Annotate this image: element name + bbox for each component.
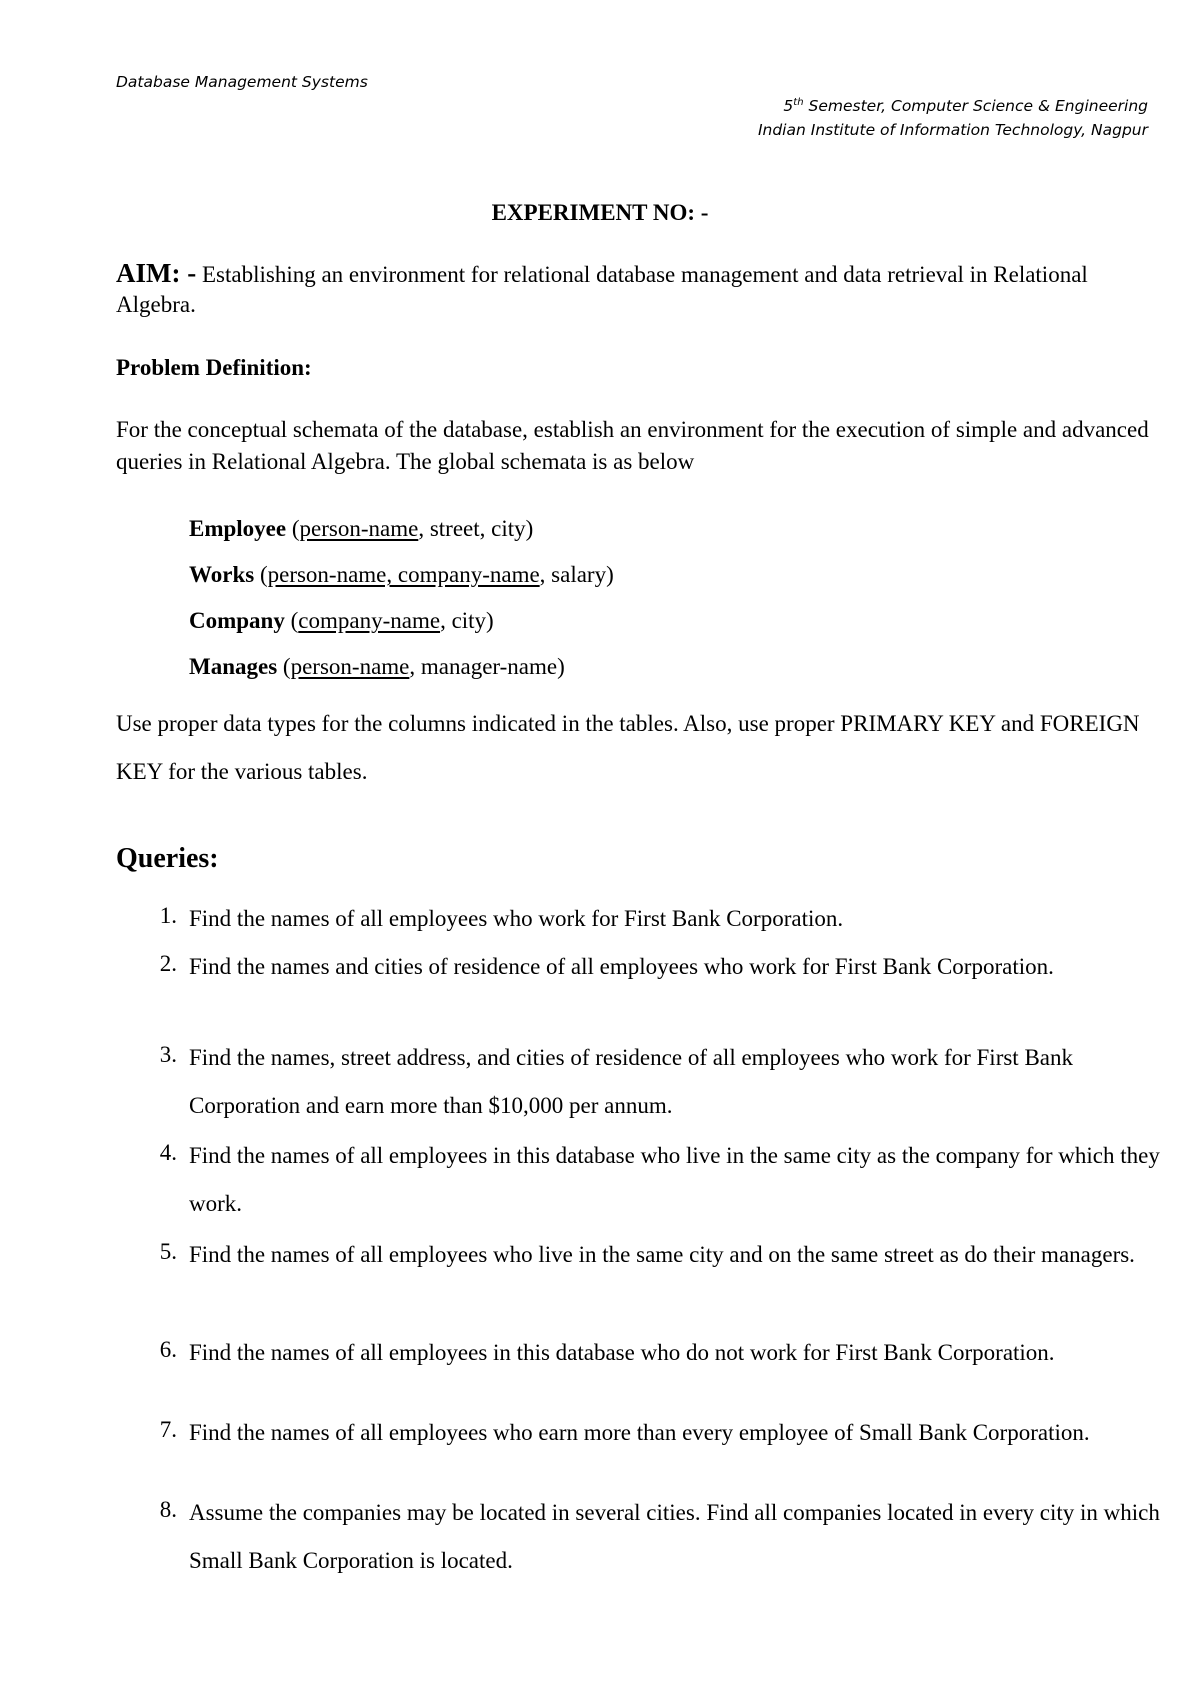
query-text: Find the names, street address, and cities of residence of all employees who work for First Bank Corporation and earn more than $10,000 per annum. <box>189 1045 1073 1118</box>
list-number-wrap <box>116 1042 189 1130</box>
schema-keys: person-name <box>299 516 419 541</box>
header-semester <box>783 97 1148 115</box>
header-institute: Indian Institute of Information Technology, Nagpur <box>757 121 1148 139</box>
semester-number: 5 <box>783 97 794 115</box>
schema-keys: company-name <box>298 608 441 633</box>
semester-suffix: th <box>793 96 804 108</box>
list-number-wrap <box>116 1497 189 1585</box>
query-text: Assume the companies may be located in several cities. Find all companies located in every city in which Small Bank Corporation is located. <box>189 1500 1160 1573</box>
list-number-wrap <box>116 1140 189 1228</box>
schema-open: ( <box>277 654 291 679</box>
schema-company <box>189 608 494 634</box>
schema-rest: , city) <box>440 608 494 633</box>
query-text: Find the names of all employees who earn more than every employee of Small Bank Corporation. <box>189 1420 1090 1445</box>
schema-keys: person-name <box>290 654 410 679</box>
header-course: Database Management Systems <box>116 73 368 91</box>
list-number-wrap <box>116 903 189 935</box>
problem-definition-text: For the conceptual schemata of the database, establish an environment for the execution of simple and advanced queries in Relational Algebra. The global schemata is as below <box>116 417 1149 474</box>
list-number-wrap <box>116 1239 189 1279</box>
list-number: 1. <box>159 903 177 928</box>
schema-name: Company <box>189 608 285 633</box>
schema-open: ( <box>286 516 300 541</box>
list-item <box>116 1042 1176 1130</box>
list-item <box>116 1140 1176 1228</box>
query-text: Find the names of all employees who live in the same city and on the same street as do their managers. <box>189 1242 1135 1267</box>
aim-paragraph <box>116 258 1161 320</box>
list-number: 2. <box>159 951 177 976</box>
list-number: 5. <box>159 1239 177 1264</box>
query-text: Find the names of all employees who work for First Bank Corporation. <box>189 906 844 931</box>
schema-employee <box>189 516 533 542</box>
schema-name: Employee <box>189 516 287 541</box>
aim-text: Establishing an environment for relational database management and data retrieval in Relational Algebra. <box>116 262 1088 317</box>
problem-definition-heading: Problem Definition: <box>116 355 312 380</box>
query-text: Find the names of all employees in this database who live in the same city as the company for which they work. <box>189 1143 1160 1216</box>
schema-name: Works <box>189 562 255 587</box>
list-number: 8. <box>159 1497 177 1522</box>
list-number-wrap <box>116 1337 189 1369</box>
list-item <box>116 951 1176 983</box>
list-number: 6. <box>159 1337 177 1362</box>
schema-rest: , salary) <box>539 562 614 587</box>
list-item <box>116 903 1176 935</box>
list-number: 7. <box>159 1417 177 1442</box>
constraints-note: Use proper data types for the columns indicated in the tables. Also, use proper PRIMARY KEY and FOREIGN KEY for the various tables. <box>116 711 1140 784</box>
aim-label: AIM: - <box>116 258 197 288</box>
schema-rest: , manager-name) <box>409 654 565 679</box>
list-number-wrap <box>116 951 189 983</box>
list-number: 4. <box>159 1140 177 1165</box>
schema-name: Manages <box>189 654 278 679</box>
list-number-wrap <box>116 1417 189 1449</box>
list-item <box>116 1239 1176 1279</box>
schema-keys: person-name, company-name <box>267 562 540 587</box>
list-number: 3. <box>159 1042 177 1067</box>
list-item <box>116 1417 1176 1449</box>
list-item <box>116 1337 1176 1369</box>
experiment-title: EXPERIMENT NO: - <box>491 200 709 225</box>
queries-heading: Queries: <box>116 843 219 874</box>
schema-open: ( <box>284 608 299 633</box>
schema-rest: , street, city) <box>418 516 534 541</box>
semester-text: Semester, Computer Science & Engineering <box>803 97 1148 115</box>
schema-works <box>189 562 614 588</box>
query-text: Find the names and cities of residence of all employees who work for First Bank Corporation. <box>189 954 1054 979</box>
schema-open: ( <box>254 562 268 587</box>
schema-manages <box>189 654 565 680</box>
list-item <box>116 1497 1176 1585</box>
query-text: Find the names of all employees in this database who do not work for First Bank Corporation. <box>189 1340 1055 1365</box>
